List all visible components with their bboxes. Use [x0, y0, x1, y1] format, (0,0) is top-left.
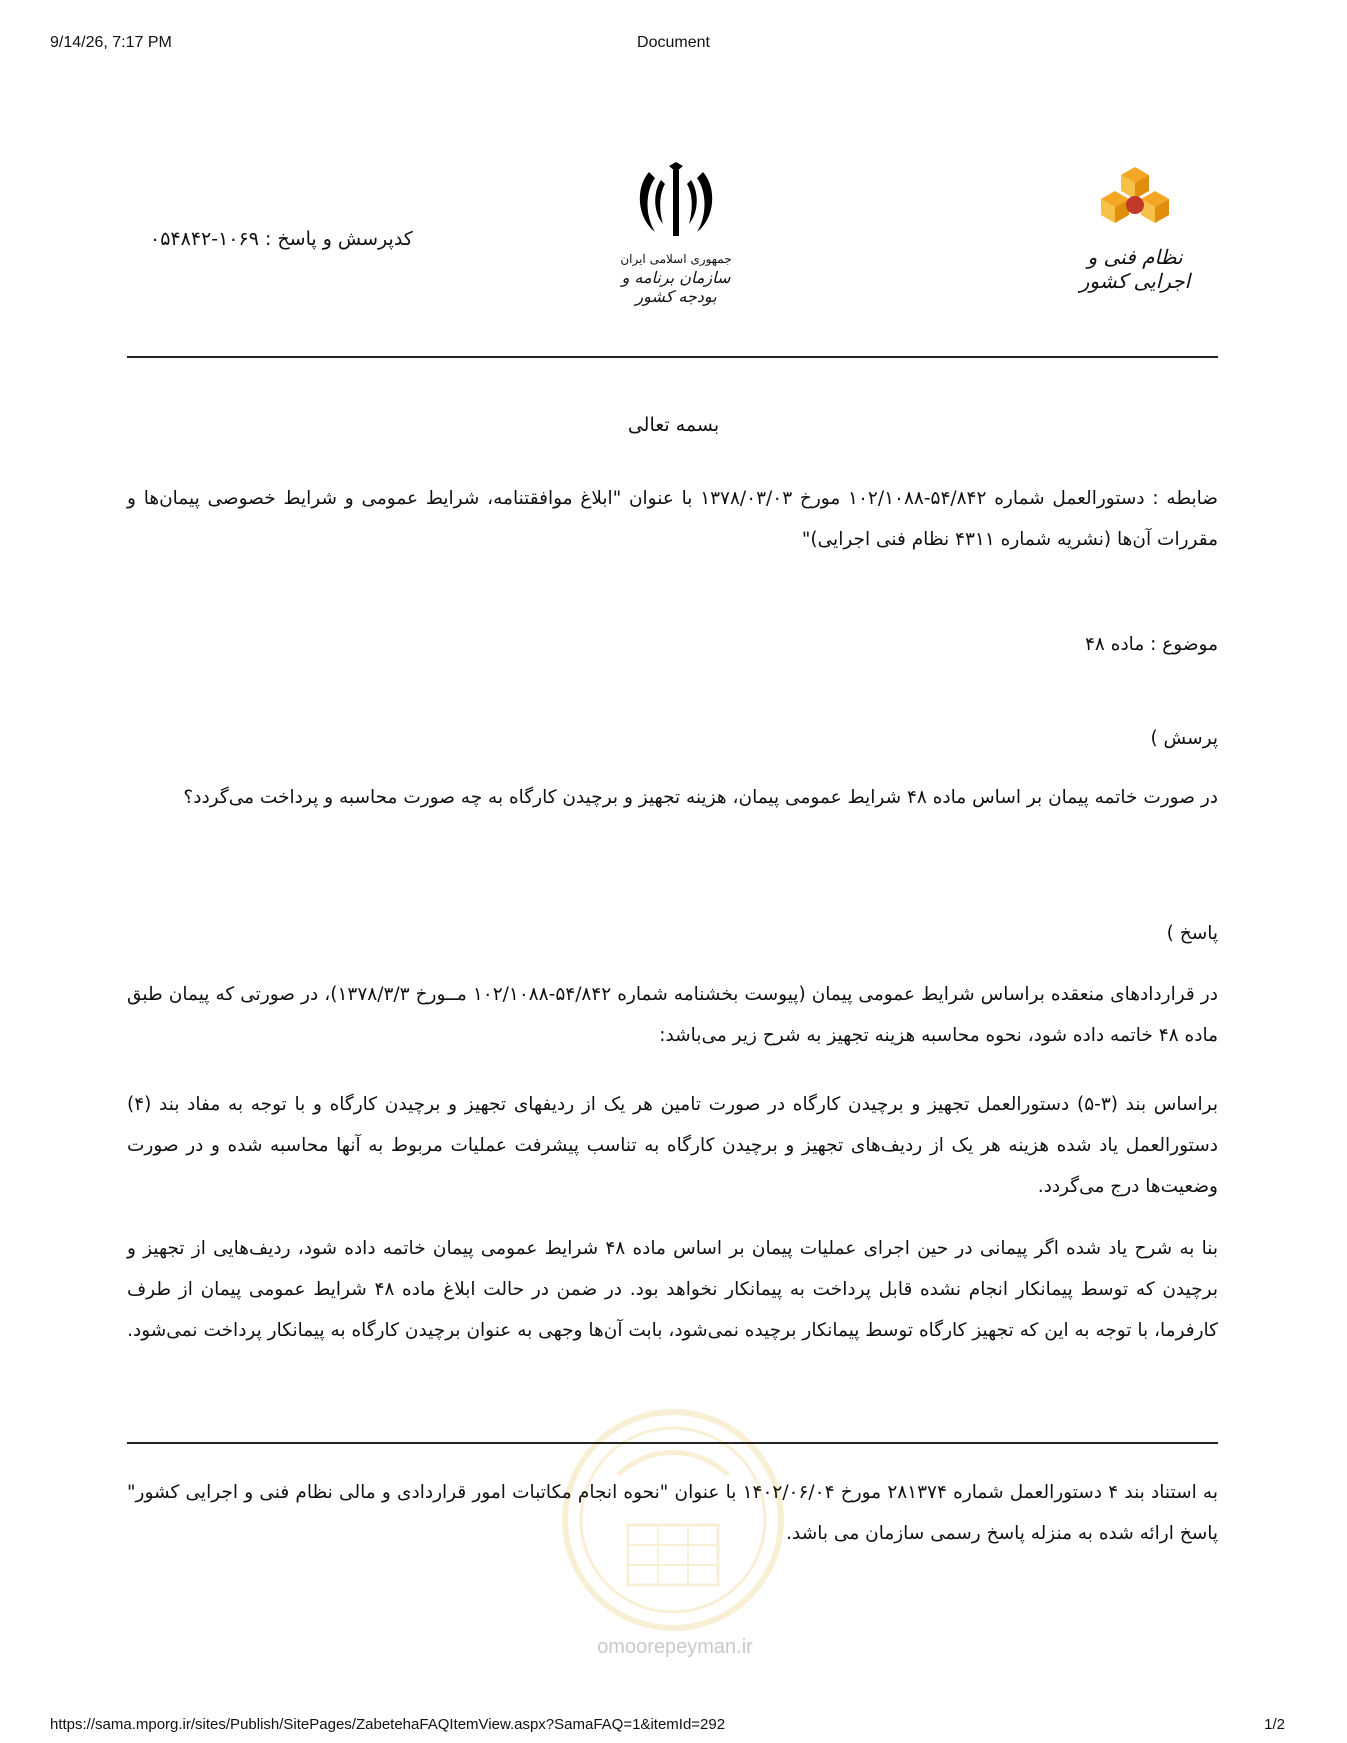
bottom-divider	[127, 1442, 1218, 1444]
print-url[interactable]: https://sama.mporg.ir/sites/Publish/SitePages/ZabetehaFAQItemView.aspx?SamaFAQ=1&itemId=292	[50, 1716, 726, 1733]
logo-label: نظام فنی و اجرایی کشور	[1079, 245, 1191, 293]
answer-heading: پاسخ )	[1166, 923, 1218, 944]
answer-paragraph-2: براساس بند (۳-۵) دستورالعمل تجهیز و برچیدن کارگاه در صورت تامین هر یک از ردیفهای تجهیز و برچیدن کارگاه و با توجه به مفاد بند (۴) دستورالعمل یاد شده هزینه هر یک از ردیف‌های تجهیز و برچیدن کارگاه به تناسب پیشرفت عملیات مربوط به آنها محاسبه شده و در صورت وضعیت‌ها درج می‌گردد.	[127, 1094, 1218, 1197]
page-number: 1/2	[1264, 1716, 1285, 1733]
emblem-line2: سازمان برنامه و بودجه کشور	[621, 268, 731, 306]
regulation-paragraph: ضابطه : دستورالعمل شماره ۵۴/۸۴۲-۱۰۲/۱۰۸۸ مورخ ۱۳۷۸/۰۳/۰۳ با عنوان "ابلاغ موافقتنامه، شرایط عمومی و شرایط خصوصی پیمان‌ها و مقررات آن‌ها (نشریه شماره ۴۳۱۱ نظام فنی اجرایی)"	[127, 488, 1218, 550]
iran-emblem	[606, 162, 746, 306]
question-text: در صورت خاتمه پیمان بر اساس ماده ۴۸ شرایط عمومی پیمان، هزینه تجهیز و برچیدن کارگاه به چه صورت محاسبه و پرداخت می‌گردد؟	[183, 787, 1218, 808]
answer-paragraph-1: در قراردادهای منعقده براساس شرایط عمومی پیمان (پیوست بخشنامه شماره ۵۴/۸۴۲-۱۰۲/۱۰۸۸ مــورخ ۱۳۷۸/۳/۳)، در صورتی که پیمان طبق ماده ۴۸ خاتمه داده شود، نحوه محاسبه هزینه تجهیز به شرح زیر می‌باشد:	[127, 984, 1218, 1046]
subject-line: موضوع : ماده ۴۸	[1085, 634, 1218, 655]
emblem-line1: جمهوری اسلامی ایران	[620, 252, 732, 266]
watermark-site: omoorepeyman.ir	[597, 1636, 753, 1658]
top-divider	[127, 356, 1218, 358]
print-title: Document	[637, 34, 710, 51]
cube-logo-icon	[1085, 165, 1185, 237]
qa-code: کدپرسش و پاسخ : ۱۰۶۹-۰۵۴۸۴۲	[150, 228, 413, 250]
bismillah: بسمه تعالی	[627, 414, 720, 436]
footer-note: به استناد بند ۴ دستورالعمل شماره ۲۸۱۳۷۴ مورخ ۱۴۰۲/۰۶/۰۴ با عنوان "نحوه انجام مکاتبات امور قراردادی و مالی نظام فنی و اجرایی کشور" پاسخ ارائه شده به منزله پاسخ رسمی سازمان می باشد.	[127, 1482, 1218, 1544]
print-date: 9/14/26, 7:17 PM	[50, 34, 172, 51]
emblem-icon	[631, 162, 721, 246]
answer-paragraph-3: بنا به شرح یاد شده اگر پیمانی در حین اجرای عملیات پیمان بر اساس ماده ۴۸ شرایط عمومی پیمان خاتمه داده شود، ردیف‌هایی از تجهیز و برچیدن که توسط پیمانکار انجام نشده قابل پرداخت به پیمانکار نخواهد بود. در ضمن در حالت ابلاغ ماده ۴۸ شرایط عمومی پیمان از طرف کارفرما، با توجه به این که تجهیز کارگاه توسط پیمانکار برچیده نمی‌شود، بابت آن‌ها وجهی به عنوان برچیدن کارگاه به پیمانکار پرداخت نمی‌شود.	[127, 1238, 1218, 1341]
question-heading: پرسش )	[1150, 728, 1218, 749]
technical-system-logo	[1060, 165, 1210, 293]
